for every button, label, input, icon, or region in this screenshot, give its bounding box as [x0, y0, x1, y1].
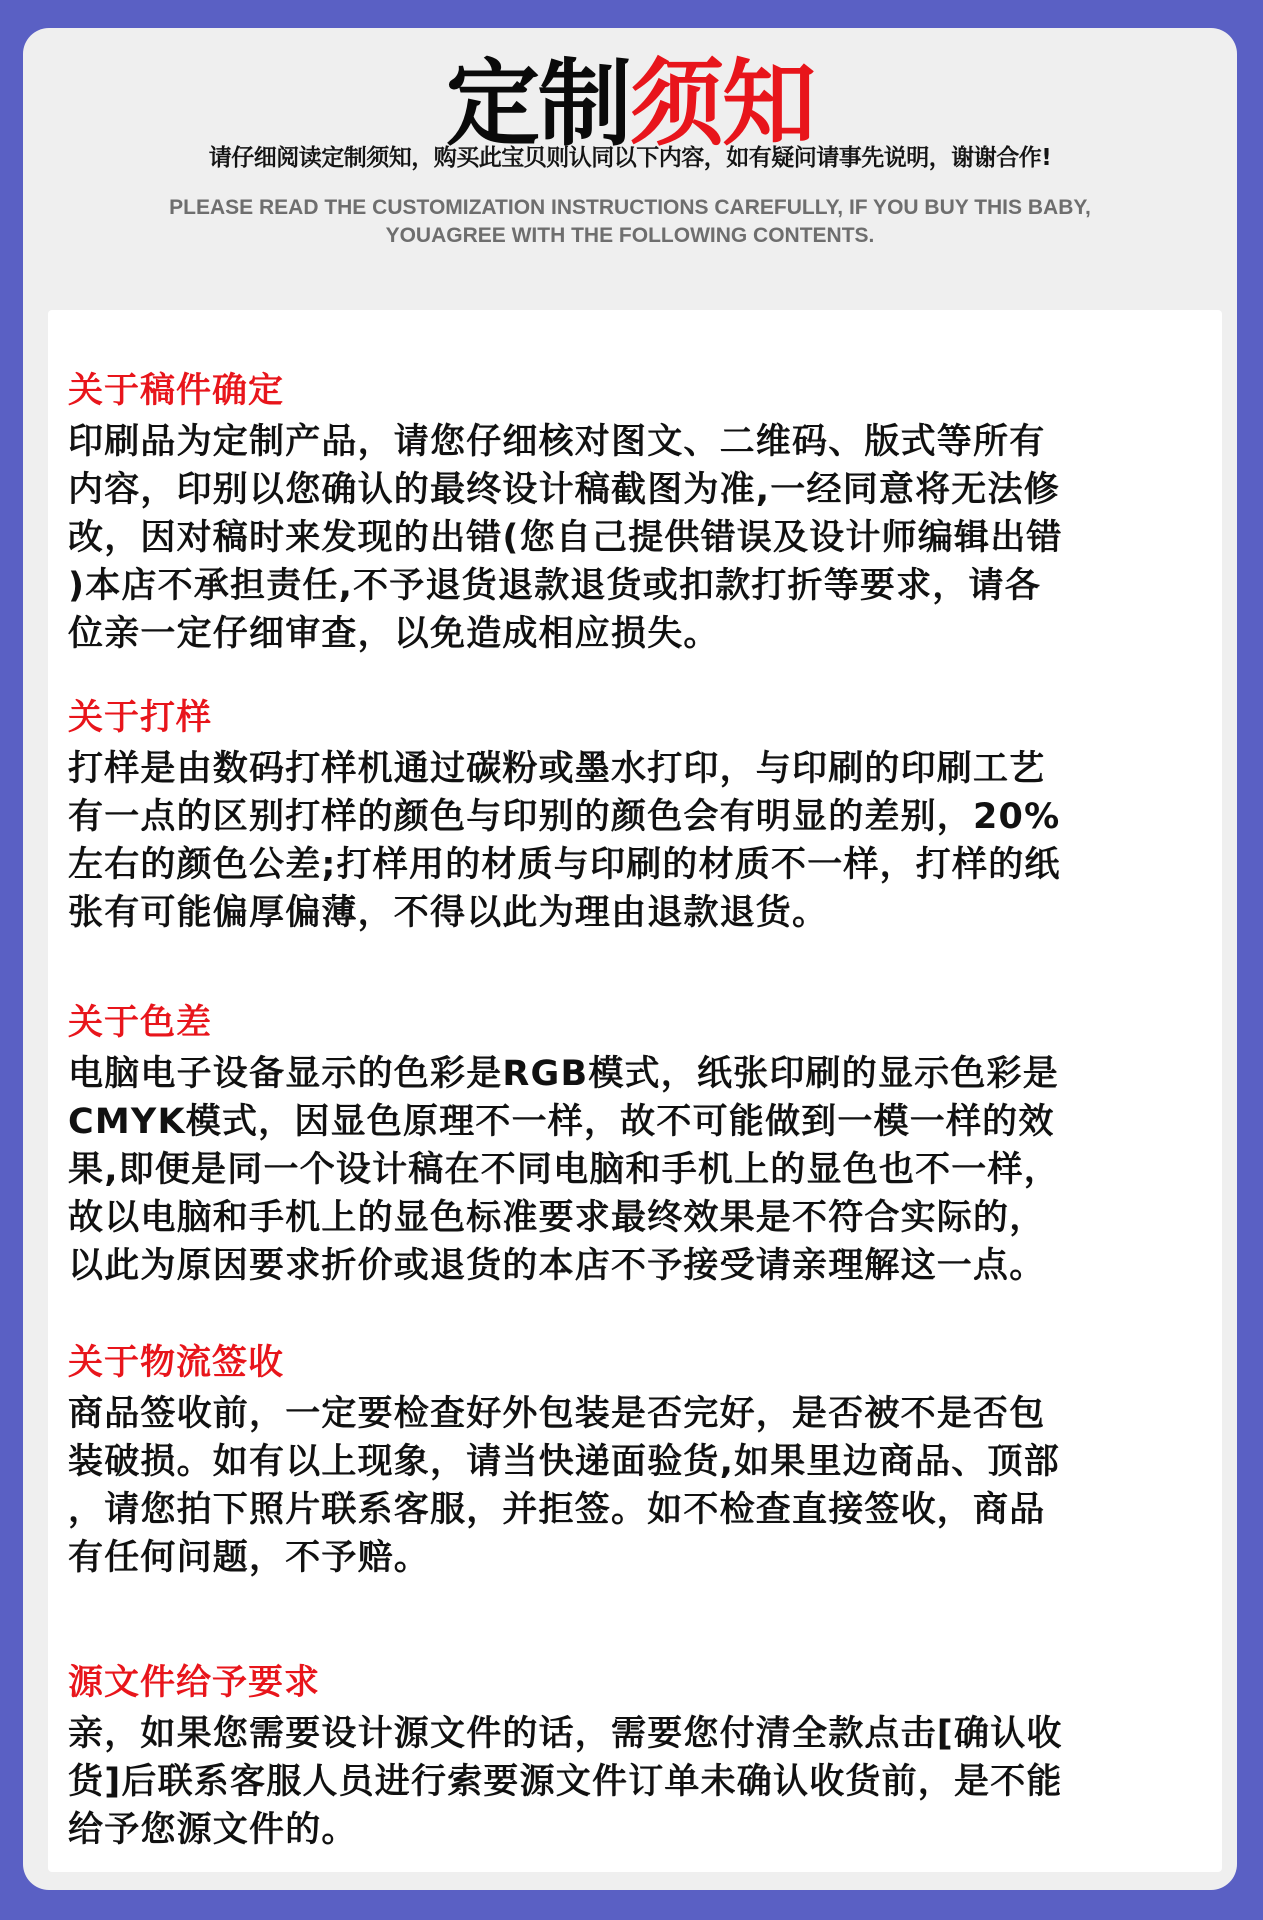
- body-line: 货]后联系客服人员进行索要源文件订单未确认收货前，是不能: [68, 1762, 1063, 1802]
- notice-card: [23, 28, 1237, 1890]
- body-line: 装破损。如有以上现象，请当快递面验货,如果里边商品、顶部: [68, 1442, 1060, 1482]
- content-panel: [48, 310, 1222, 1872]
- body-line: 给予您源文件的。: [68, 1810, 358, 1850]
- body-line: ，请您拍下照片联系客服，并拒签。如不检查直接签收，商品: [68, 1490, 1046, 1530]
- body-line: 故以电脑和手机上的显色标准要求最终效果是不符合实际的，: [68, 1198, 1046, 1238]
- body-line: 改，因对稿时来发现的出错(您自己提供错误及设计师编辑出错: [68, 518, 1063, 558]
- body-line: 位亲一定仔细审查，以免造成相应损失。: [68, 614, 720, 654]
- section-source-files: [68, 1660, 1218, 1854]
- section-body: [68, 1050, 1218, 1290]
- section-draft-confirmation: [68, 368, 1218, 658]
- body-line: 亲，如果您需要设计源文件的话，需要您付清全款点击[确认收: [68, 1714, 1063, 1754]
- section-heading: 源文件给予要求: [68, 1663, 321, 1703]
- body-line: 张有可能偏厚偏薄，不得以此为理由退款退货。: [68, 893, 829, 933]
- section-body: [68, 745, 1218, 937]
- body-line: )本店不承担责任,不予退货退款退货或扣款打折等要求，请各: [68, 566, 1041, 606]
- section-heading: 关于色差: [68, 1003, 213, 1043]
- body-line: 电脑电子设备显示的色彩是RGB模式，纸张印刷的显示色彩是: [68, 1054, 1059, 1094]
- subtitle-english-line-2: YOUAGREE WITH THE FOLLOWING CONTENTS.: [385, 224, 875, 247]
- title-red-part: 须知: [630, 50, 815, 159]
- subtitle: 请仔细阅读定制须知，购买此宝贝则认同以下内容，如有疑问请事先说明，谢谢合作!: [208, 145, 1052, 171]
- body-line: 商品签收前，一定要检查好外包装是否完好，是否被不是否包: [68, 1394, 1046, 1434]
- body-line: 左右的颜色公差;打样用的材质与印刷的材质不一样，打样的纸: [68, 845, 1061, 885]
- body-line: 打样是由数码打样机通过碳粉或墨水打印，与印刷的印刷工艺: [68, 749, 1046, 789]
- body-line: 以此为原因要求折价或退货的本店不予接受请亲理解这一点。: [68, 1246, 1046, 1286]
- body-line: 内容，印别以您确认的最终设计稿截图为准,一经同意将无法修: [68, 470, 1060, 510]
- subtitle-english: [83, 194, 1177, 250]
- body-line: CMYK模式，因显色原理不一样，故不可能做到一模一样的效: [68, 1102, 1055, 1142]
- section-heading: 关于打样: [68, 698, 213, 738]
- section-proofing: [68, 695, 1218, 937]
- section-body: [68, 418, 1218, 658]
- section-heading: 关于稿件确定: [68, 371, 285, 411]
- section-body: [68, 1390, 1218, 1582]
- body-line: 印刷品为定制产品，请您仔细核对图文、二维码、版式等所有: [68, 422, 1046, 462]
- body-line: 有一点的区别打样的颜色与印别的颜色会有明显的差别，20%: [68, 797, 1061, 837]
- section-color-difference: [68, 1000, 1218, 1290]
- body-line: 果,即便是同一个设计稿在不同电脑和手机上的显色也不一样，: [68, 1150, 1060, 1190]
- body-line: 有任何问题，不予赔。: [68, 1538, 431, 1578]
- subtitle-english-line-1: PLEASE READ THE CUSTOMIZATION INSTRUCTIONS CAREFULLY, IF YOU BUY THIS BABY,: [169, 196, 1091, 219]
- section-body: [68, 1710, 1218, 1854]
- section-logistics-receipt: [68, 1340, 1218, 1582]
- title-black-part: 定制: [445, 50, 630, 159]
- section-heading: 关于物流签收: [68, 1343, 285, 1383]
